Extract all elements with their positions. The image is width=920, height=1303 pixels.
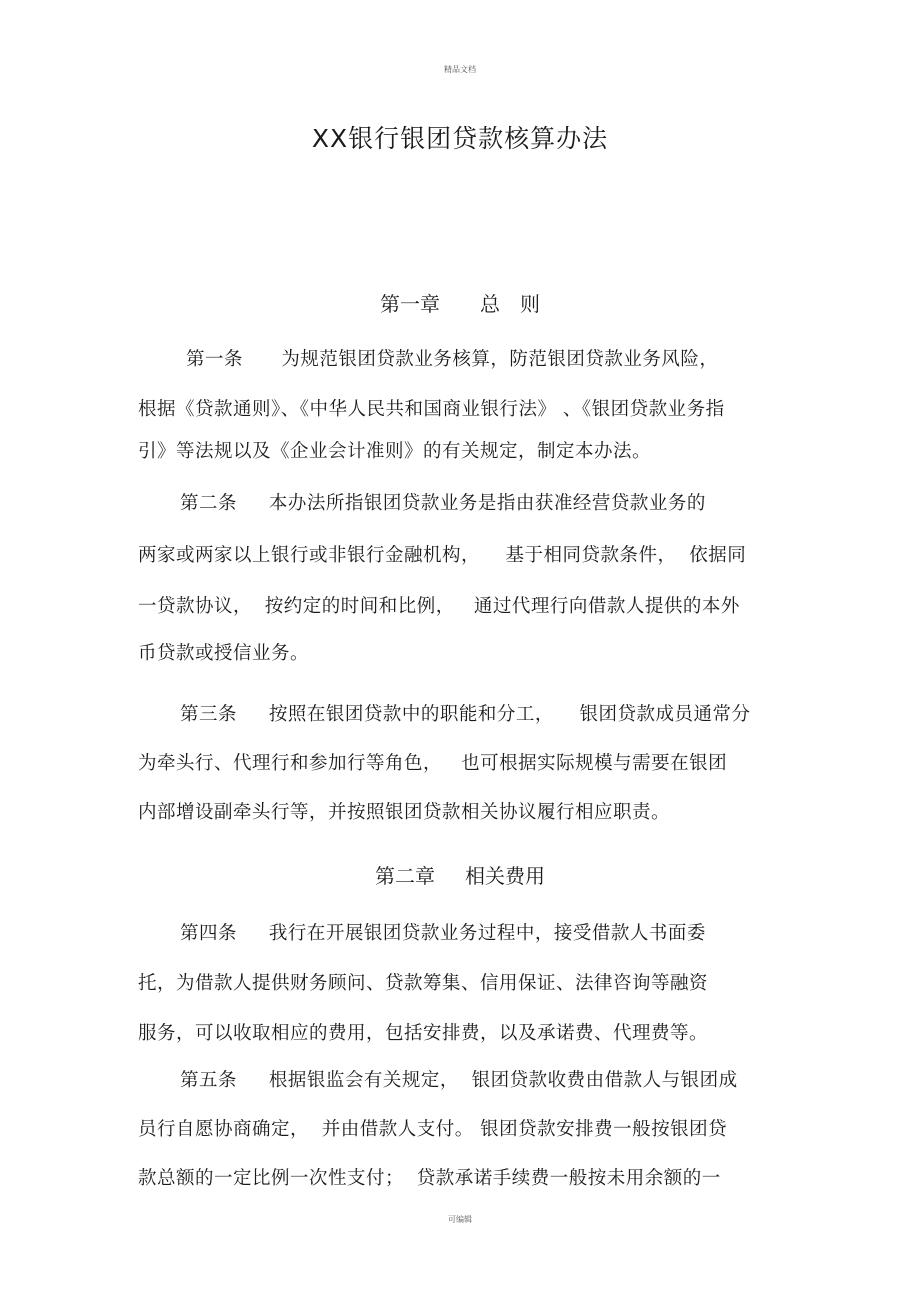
article-line: 服务，可以收取相应的费用，包括安排费，以及承诺费、代理费等。 [138,1023,709,1044]
article-line: 内部增设副牵头行等，并按照银团贷款相关协议履行相应职责。 [138,802,671,823]
article-label: 第五条 [180,1070,238,1091]
document-title: XX银行银团贷款核算办法 [311,124,609,153]
article-label: 第一条 [186,349,244,370]
article-label: 第三条 [180,704,238,725]
article-line: 员行自愿协商确定， 并由借款人支付。 银团贷款安排费一般按银团贷 [138,1119,728,1140]
article-line: 为牵头行、代理行和参加行等角色， 也可根据实际规模与需要在银团 [138,753,728,774]
footer-watermark: 可编辑 [448,1215,472,1224]
article-line: 第四条 我行在开展银团贷款业务过程中，接受借款人书面委 [180,923,706,944]
article-line: 一贷款协议， 按约定的时间和比例， 通过代理行向借款人提供的本外 [138,596,740,617]
chapter-name: 相关费用 [465,864,545,888]
article-line: 款总额的一定比例一次性支付； 贷款承诺手续费一般按未用余额的一 [138,1168,721,1189]
article-line: 第一条 为规范银团贷款业务核算，防范银团贷款业务风险， [186,349,719,370]
header-watermark: 精品文档 [444,65,476,74]
article-line: 币贷款或授信业务。 [138,643,310,664]
article-line: 根据《贷款通则》、《中华人民共和国商业银行法》 、《银团贷款业务指 [138,399,725,420]
chapter-heading-2 [0,860,920,889]
article-line: 两家或两家以上银行或非银行金融机构， 基于相同贷款条件， 依据同 [138,545,747,566]
article-line: 第三条 按照在银团贷款中的职能和分工， 银团贷款成员通常分 [180,704,751,725]
article-line: 引》等法规以及《企业会计准则》的有关规定，制定本办法。 [138,441,652,462]
article-line: 第五条 根据银监会有关规定， 银团贷款收费由借款人与银团成 [180,1070,738,1091]
chapter-number: 第一章 [380,292,440,316]
article-line: 第二条 本办法所指银团贷款业务是指由获准经营贷款业务的 [180,493,706,514]
chapter-name: 总 则 [480,292,540,316]
chapter-number: 第二章 [375,864,435,888]
article-label: 第二条 [180,493,238,514]
chapter-heading-1 [0,288,920,317]
article-line: 托，为借款人提供财务顾问、贷款筹集、信用保证、法律咨询等融资 [138,973,709,994]
article-label: 第四条 [180,923,238,944]
